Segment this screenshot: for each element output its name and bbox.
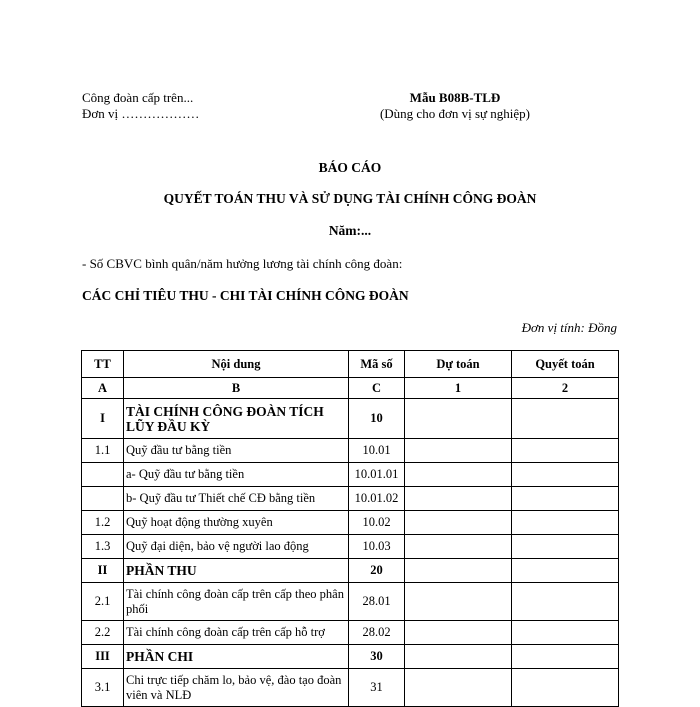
row-content: PHẦN CHI	[124, 645, 349, 669]
table-row	[82, 399, 619, 439]
row-code: 10.01.01	[349, 463, 405, 487]
row-tt: 3.1	[82, 669, 124, 707]
letter-estimate: 1	[405, 378, 512, 399]
row-tt: 1.1	[82, 439, 124, 463]
row-tt	[82, 487, 124, 511]
row-code: 10.01.02	[349, 487, 405, 511]
row-estimate-cell	[405, 669, 512, 707]
table-letter-row	[82, 378, 619, 399]
unit-label: Đơn vị tính: Đồng	[521, 320, 617, 335]
row-code: 10.03	[349, 535, 405, 559]
row-settlement-cell	[512, 399, 619, 439]
row-tt: 1.3	[82, 535, 124, 559]
row-tt: II	[82, 559, 124, 583]
table-row	[82, 583, 619, 621]
row-code: 10.02	[349, 511, 405, 535]
header-estimate: Dự toán	[405, 351, 512, 378]
report-table	[81, 350, 619, 707]
table-row	[82, 463, 619, 487]
row-settlement-cell	[512, 645, 619, 669]
row-estimate-cell	[405, 463, 512, 487]
header-code: Mã số	[349, 351, 405, 378]
upper-union-line: Công đoàn cấp trên...	[82, 90, 194, 105]
table-row	[82, 511, 619, 535]
report-title: BÁO CÁO	[318, 160, 382, 175]
row-code: 28.01	[349, 583, 405, 621]
row-estimate-cell	[405, 621, 512, 645]
row-tt: 2.1	[82, 583, 124, 621]
header-settlement: Quyết toán	[512, 351, 619, 378]
row-estimate-cell	[405, 511, 512, 535]
table-row	[82, 559, 619, 583]
row-code: 10	[349, 399, 405, 439]
row-estimate-cell	[405, 399, 512, 439]
form-code: Mẫu B08B-TLĐ	[409, 90, 501, 105]
table-row	[82, 439, 619, 463]
letter-content: B	[124, 378, 349, 399]
row-estimate-cell	[405, 439, 512, 463]
row-tt: I	[82, 399, 124, 439]
table-row	[82, 487, 619, 511]
row-settlement-cell	[512, 559, 619, 583]
row-settlement-cell	[512, 439, 619, 463]
header-content: Nội dung	[124, 351, 349, 378]
table-row	[82, 669, 619, 707]
row-tt	[82, 463, 124, 487]
letter-settlement: 2	[512, 378, 619, 399]
header-left	[82, 90, 199, 122]
row-settlement-cell	[512, 487, 619, 511]
row-settlement-cell	[512, 621, 619, 645]
row-estimate-cell	[405, 559, 512, 583]
row-code: 30	[349, 645, 405, 669]
row-content: TÀI CHÍNH CÔNG ĐOÀN TÍCH LŨY ĐẦU KỲ	[124, 399, 349, 439]
row-settlement-cell	[512, 583, 619, 621]
row-content: a- Quỹ đầu tư bằng tiền	[124, 463, 349, 487]
row-content: PHẦN THU	[124, 559, 349, 583]
report-year: Năm:...	[328, 223, 372, 238]
row-estimate-cell	[405, 583, 512, 621]
letter-code: C	[349, 378, 405, 399]
header-tt: TT	[82, 351, 124, 378]
row-code: 28.02	[349, 621, 405, 645]
row-estimate-cell	[405, 645, 512, 669]
row-content: Quỹ đầu tư bằng tiền	[124, 439, 349, 463]
row-settlement-cell	[512, 463, 619, 487]
table-row	[82, 621, 619, 645]
row-content: b- Quỹ đầu tư Thiết chế CĐ bằng tiền	[124, 487, 349, 511]
row-settlement-cell	[512, 511, 619, 535]
row-content: Tài chính công đoàn cấp trên cấp hỗ trợ	[124, 621, 349, 645]
row-settlement-cell	[512, 535, 619, 559]
row-estimate-cell	[405, 535, 512, 559]
row-content: Tài chính công đoàn cấp trên cấp theo phân phối	[124, 583, 349, 621]
table-header-row	[82, 351, 619, 378]
form-usage: (Dùng cho đơn vị sự nghiệp)	[379, 106, 531, 121]
report-subtitle: QUYẾT TOÁN THU VÀ SỬ DỤNG TÀI CHÍNH CÔNG ĐOÀN	[163, 191, 537, 206]
header-right	[340, 90, 570, 122]
section-heading: CÁC CHỈ TIÊU THU - CHI TÀI CHÍNH CÔNG ĐOÀN	[82, 288, 409, 303]
row-tt: 2.2	[82, 621, 124, 645]
row-content: Quỹ hoạt động thường xuyên	[124, 511, 349, 535]
row-content: Quỹ đại diện, bảo vệ người lao động	[124, 535, 349, 559]
row-tt: 1.2	[82, 511, 124, 535]
row-code: 10.01	[349, 439, 405, 463]
table-row	[82, 645, 619, 669]
row-code: 31	[349, 669, 405, 707]
row-tt: III	[82, 645, 124, 669]
letter-tt: A	[82, 378, 124, 399]
unit-line: Đơn vị ………………	[82, 106, 200, 121]
employee-count-note: - Số CBVC bình quân/năm hưởng lương tài chính công đoàn:	[82, 256, 403, 271]
row-estimate-cell	[405, 487, 512, 511]
row-settlement-cell	[512, 669, 619, 707]
table-body	[82, 399, 619, 707]
row-content: Chi trực tiếp chăm lo, bảo vệ, đào tạo đoàn viên và NLĐ	[124, 669, 349, 707]
table-row	[82, 535, 619, 559]
row-code: 20	[349, 559, 405, 583]
